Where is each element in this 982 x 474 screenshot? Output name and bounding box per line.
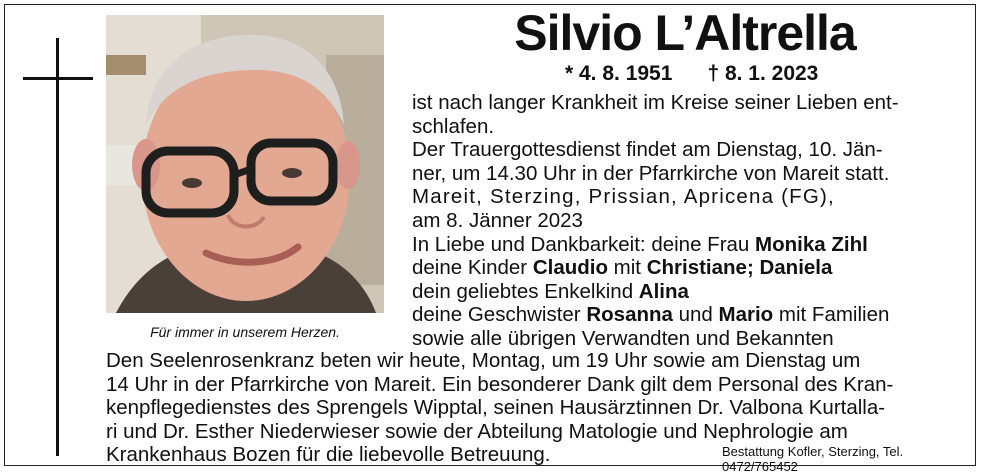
announcement-text <box>412 91 960 351</box>
death-date: † 8. 1. 2023 <box>707 62 819 85</box>
text-line: Krankenhaus Bozen für die liebevolle Betreuung. <box>106 443 551 467</box>
mourner-name: Monika Zihl <box>755 232 868 256</box>
text-span: mit <box>607 256 647 280</box>
text-line: Der Trauergottesdienst findet am Dienstag, 10. Jän- <box>412 138 883 162</box>
mourners-relatives: sowie alle übrigen Verwandten und Bekannten <box>412 326 834 350</box>
text-line: schlafen. <box>412 114 495 138</box>
text-line: ner, um 14.30 Uhr in der Pfarrkirche von Mareit statt. <box>412 161 890 185</box>
text-line: ri und Dr. Esther Niederwieser sowie der Abteilung Matologie und Nephrologie am <box>106 419 848 443</box>
mourners-siblings <box>412 303 960 327</box>
date-line: am 8. Jänner 2023 <box>412 208 583 232</box>
life-dates <box>565 62 818 86</box>
text-line: 14 Uhr in der Pfarrkirche von Mareit. Ein besonderer Dank gilt dem Personal des Kran- <box>106 372 894 396</box>
cross-icon-bar <box>23 77 93 80</box>
mourners-spouse <box>412 233 960 257</box>
mourner-name: Claudio <box>532 256 608 280</box>
cross-icon <box>56 38 59 456</box>
photo-caption: Für immer in unserem Herzen. <box>150 324 340 340</box>
mourner-name: Mario <box>718 303 774 327</box>
text-line: kenpflegedienstes des Sprengels Wipptal, seinen Hausärztinnen Dr. Valbona Kurtalla- <box>106 396 886 420</box>
mourners-children <box>412 256 960 280</box>
text-span: dein geliebtes Enkelkind <box>412 279 639 303</box>
mourner-name: Christiane; Daniela <box>646 256 833 280</box>
text-span: deine Geschwister <box>412 303 587 327</box>
portrait-illustration <box>106 15 384 313</box>
text-span: mit Familien <box>773 303 890 327</box>
deceased-name: Silvio L’Altrella <box>514 5 856 61</box>
text-line: ist nach langer Krankheit im Kreise seiner Lieben ent- <box>412 91 899 114</box>
mourner-name: Rosanna <box>586 303 673 327</box>
text-span: In Liebe und Dankbarkeit: deine Frau <box>412 232 756 256</box>
mourners-grandchild <box>412 280 960 304</box>
birth-date: * 4. 8. 1951 <box>565 62 673 85</box>
places-line: Mareit, Sterzing, Prissian, Apricena (FG), <box>412 185 835 209</box>
text-line: Den Seelenrosenkranz beten wir heute, Montag, um 19 Uhr sowie am Dienstag um <box>106 349 861 372</box>
portrait-photo <box>106 15 384 313</box>
mourner-name: Alina <box>638 279 689 303</box>
text-span: und <box>672 303 719 327</box>
funeral-home-credit: Bestattung Kofler, Sterzing, Tel. 0472/765452 <box>722 444 904 474</box>
text-span: deine Kinder <box>412 256 533 280</box>
